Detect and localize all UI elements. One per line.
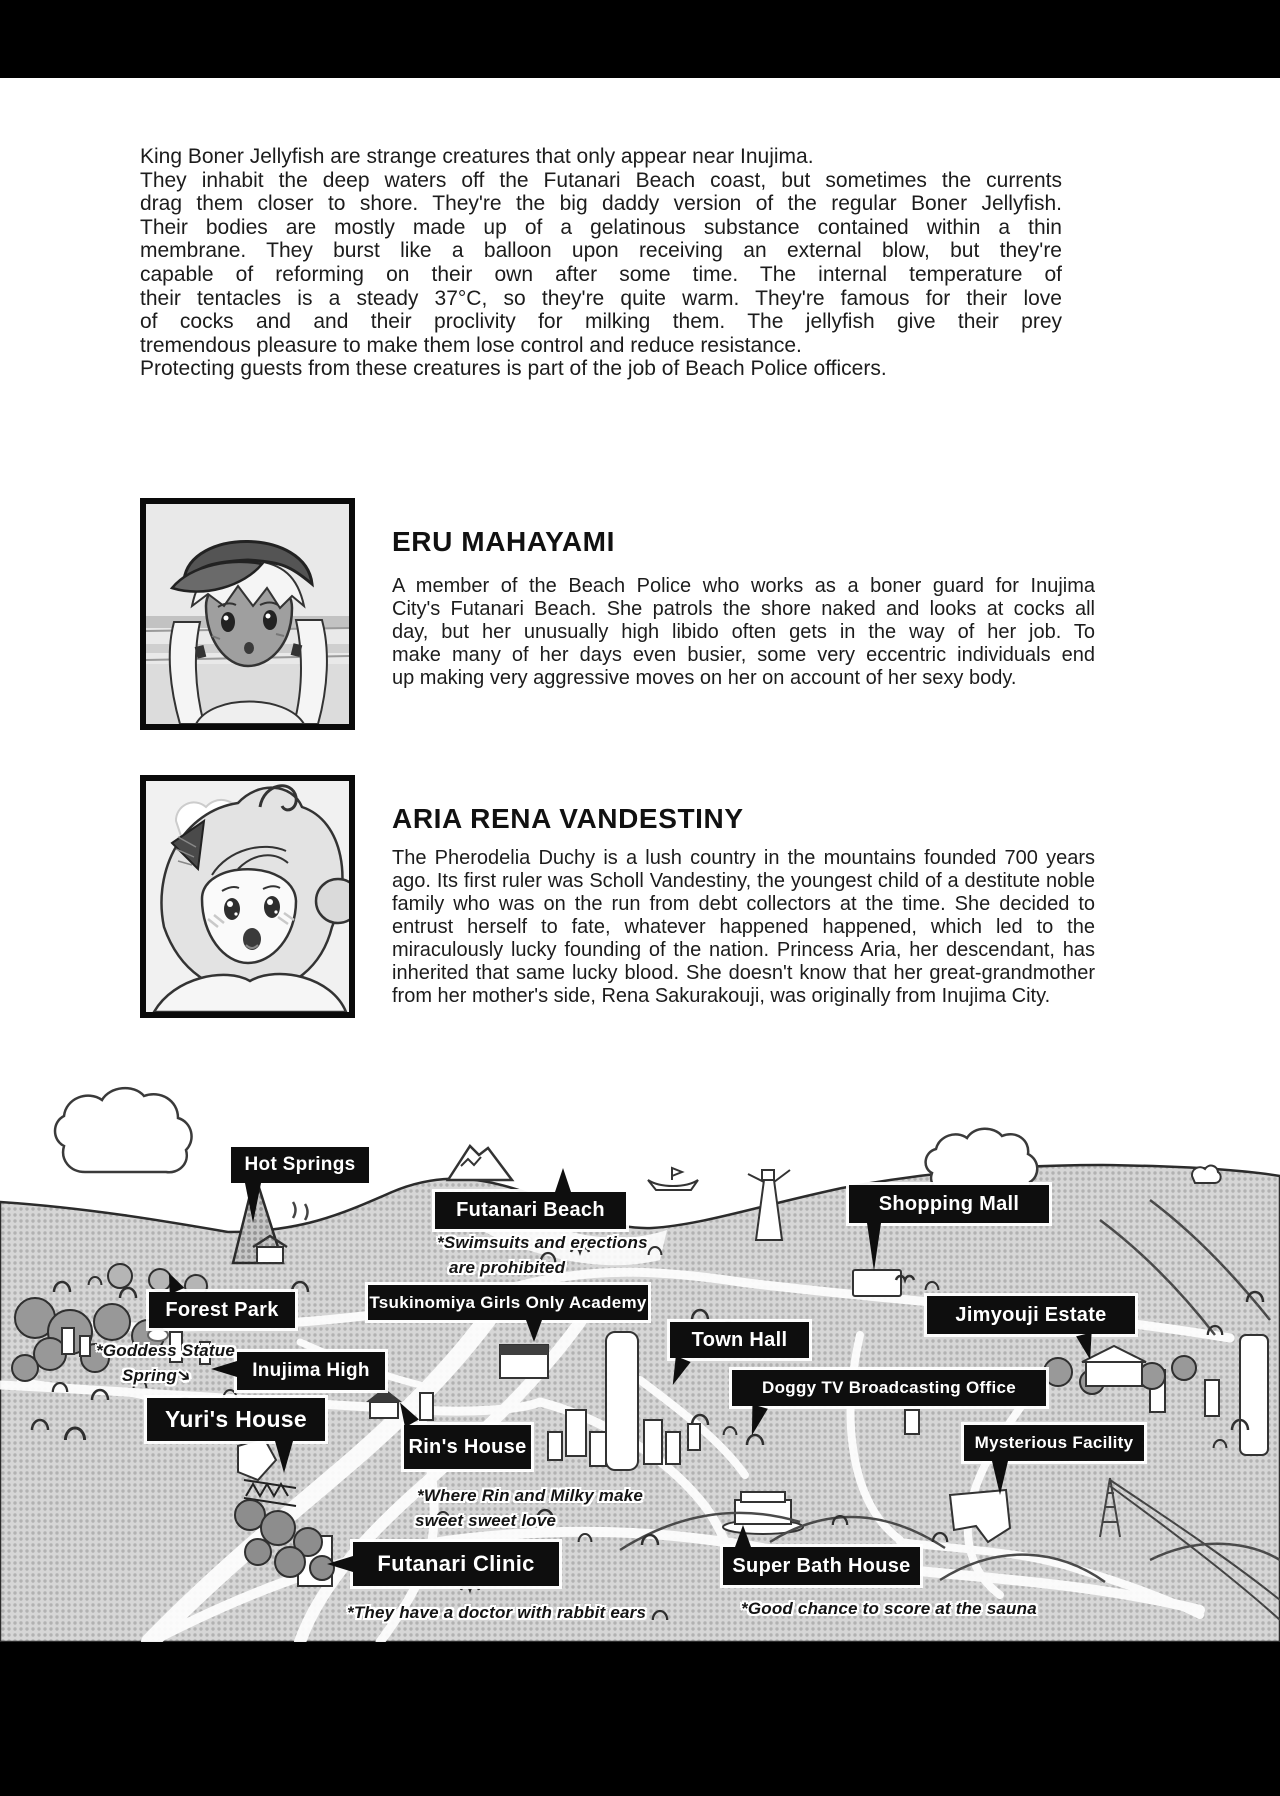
map-note-rabbit-doctor — [347, 1600, 646, 1625]
eru-desc-line: day, but her unusually high libido often gets in the way of her job. To — [392, 621, 1095, 643]
note-line: *Good chance to score at the sauna — [741, 1599, 1037, 1618]
map-label-jimyouji-estate — [927, 1296, 1135, 1334]
aria-description — [392, 847, 1095, 1008]
character-name-eru: ERU MAHAYAMI — [392, 526, 615, 557]
aria-desc-line: ago. Its first ruler was Scholl Vandestiny, the youngest child of a destitute noble — [392, 870, 1095, 892]
intro-line: of cocks and and their proclivity for milking them. The jellyfish give their prey — [140, 310, 1062, 334]
intro-line: Their bodies are mostly made up of a gelatinous substance contained within a thin — [140, 215, 1062, 239]
shopping-mall-building — [853, 1270, 901, 1296]
pointer-icon — [526, 1320, 542, 1342]
map-label-text: Hot Springs — [244, 1154, 356, 1175]
aria-desc-line: from her mother's side, Rena Sakurakouji, was originally from Inujima City. — [392, 985, 1051, 1007]
eru-desc-line: up making very aggressive moves on her on account of her sexy body. — [392, 667, 1017, 689]
map-label-text: Super Bath House — [732, 1554, 911, 1577]
intro-line: They inhabit the deep waters off the Futanari Beach coast, but sometimes the currents — [140, 168, 1062, 192]
map-note-goddess-spring — [96, 1338, 235, 1388]
map-label-futanari-beach — [435, 1192, 626, 1229]
map-label-shopping-mall — [849, 1185, 1049, 1223]
eru-portrait-art — [146, 504, 349, 724]
horizon-tree — [1192, 1166, 1221, 1183]
pointer-icon — [992, 1461, 1008, 1495]
note-line: sweet sweet love — [415, 1511, 557, 1530]
map-label-text: Town Hall — [691, 1328, 788, 1351]
map-label-doggy-tv — [732, 1370, 1046, 1406]
inujima-city-map — [0, 1080, 1280, 1642]
academy-building — [500, 1345, 548, 1378]
aria-desc-line: miraculously lucky founding of the nation. Princess Aria, her descendant, has — [392, 939, 1095, 961]
map-label-text: Jimyouji Estate — [955, 1303, 1107, 1326]
intro-line: King Boner Jellyfish are strange creatures that only appear near Inujima. — [140, 145, 814, 168]
map-label-inujima-high — [237, 1352, 385, 1390]
map-label-yuris-house — [147, 1398, 325, 1441]
pointer-icon — [245, 1183, 261, 1223]
map-label-text: Inujima High — [252, 1360, 370, 1381]
map-label-rins-house — [404, 1425, 531, 1469]
character-name-aria: ARIA RENA VANDESTINY — [392, 803, 744, 834]
tower-building — [606, 1332, 638, 1470]
note-line: *They have a doctor with rabbit ears — [347, 1603, 647, 1622]
top-black-bar — [0, 0, 1280, 78]
note-line: *Where Rin and Milky make — [417, 1486, 644, 1505]
map-label-tsukinomiya-academy — [368, 1285, 648, 1320]
aria-desc-line: inherited that same lucky blood. She doesn't know that her great-grandmother — [392, 962, 1095, 984]
cloud-left — [55, 1088, 192, 1172]
intro-line: membrane. They burst like a balloon upon receiving an external blow, but they're — [140, 239, 1062, 263]
note-line: *Goddess Statue — [96, 1341, 236, 1360]
map-note-where-rin — [417, 1483, 643, 1533]
intro-line: drag them closer to shore. They're the big daddy version of the regular Boner Jellyfish. — [140, 192, 1062, 216]
map-label-text: Forest Park — [165, 1298, 279, 1321]
map-label-futanari-clinic — [353, 1542, 559, 1586]
note-line: *Swimsuits and erections — [437, 1233, 648, 1252]
pointer-icon — [555, 1168, 571, 1192]
pointer-icon — [275, 1441, 293, 1473]
intro-line: Protecting guests from these creatures is part of the job of Beach Police officers. — [140, 357, 887, 381]
eru-description — [392, 575, 1095, 690]
map-label-forest-park — [149, 1292, 295, 1328]
intro-line: their tentacles is a steady 37°C, so they're quite warm. They're famous for their love — [140, 286, 1062, 310]
map-label-text: Futanari Clinic — [377, 1551, 535, 1576]
map-label-text: Tsukinomiya Girls Only Academy — [369, 1292, 647, 1312]
aria-portrait-art — [146, 781, 349, 1012]
map-note-sauna — [741, 1596, 1037, 1621]
map-label-hot-springs — [231, 1147, 369, 1183]
map-label-text: Futanari Beach — [456, 1199, 605, 1221]
map-label-text: Shopping Mall — [878, 1192, 1020, 1215]
aria-portrait-image — [140, 775, 355, 1018]
eru-desc-line: make many of her days even busier, some very eccentric individuals end — [392, 644, 1095, 666]
eru-desc-line: A member of the Beach Police who works as a boner guard for Inujima — [392, 575, 1095, 597]
aria-desc-line: The Pherodelia Duchy is a lush country in the mountains founded 700 years — [392, 847, 1095, 869]
pointer-icon — [735, 1525, 751, 1547]
map-label-mysterious-facility — [964, 1425, 1144, 1461]
goddess-spring-arrow-icon: ➔ — [172, 1363, 196, 1388]
map-note-swimsuits — [437, 1230, 648, 1280]
aria-desc-line: entrust herself to fate, whatever happened happened, which led to the — [392, 916, 1095, 938]
eru-portrait-image — [140, 498, 355, 730]
bottom-black-bar — [0, 1642, 1280, 1796]
map-label-text: Rin's House — [408, 1435, 527, 1458]
note-line: are prohibited — [449, 1258, 566, 1277]
pointer-icon — [327, 1556, 353, 1572]
map-label-text: Doggy TV Broadcasting Office — [762, 1378, 1016, 1397]
map-label-super-bath-house — [723, 1547, 920, 1585]
aria-desc-line: family who was on the run from debt collectors at the time. She decided to — [392, 893, 1095, 915]
intro-paragraph — [140, 145, 1062, 381]
map-label-text: Yuri's House — [164, 1406, 307, 1432]
map-label-town-hall — [670, 1322, 809, 1358]
pointer-icon — [867, 1223, 881, 1271]
note-line: Spring — [122, 1366, 178, 1385]
map-label-text: Mysterious Facility — [974, 1433, 1134, 1452]
intro-line: tremendous pleasure to make them lose control and reduce resistance. — [140, 333, 802, 357]
eru-desc-line: City's Futanari Beach. She patrols the shore naked and looks at cocks all — [392, 598, 1095, 620]
intro-line: capable of reforming on their own after some time. The internal temperature of — [140, 262, 1062, 286]
